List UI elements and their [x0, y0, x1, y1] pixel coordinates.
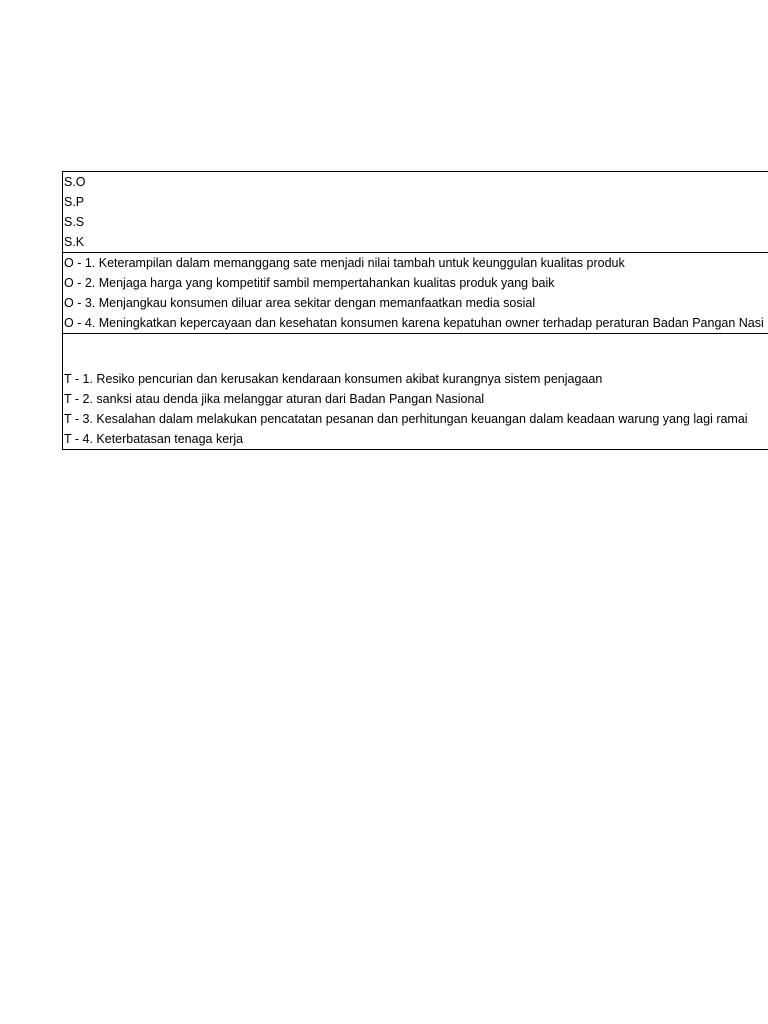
strength-row: S.P	[64, 195, 85, 209]
opportunity-row: O - 2. Menjaga harga yang kompetitif sambil mempertahankan kualitas produk yang baik	[64, 276, 555, 290]
threat-row: T - 2. sanksi atau denda jika melanggar aturan dari Badan Pangan Nasional	[64, 392, 485, 406]
empty-row	[63, 334, 768, 369]
threat-row: T - 4. Keterbatasan tenaga kerja	[64, 432, 244, 446]
strengths-block	[63, 172, 768, 253]
strength-row: S.K	[64, 235, 85, 249]
opportunity-row: O - 3. Menjangkau konsumen diluar area sekitar dengan memanfaatkan media sosial	[64, 296, 536, 310]
threat-row: T - 3. Kesalahan dalam melakukan pencatatan pesanan dan perhitungan keuangan dalam keadaan warung yang lagi ramai	[64, 412, 748, 426]
strength-row: S.S	[64, 215, 85, 229]
threats-block	[63, 334, 768, 449]
threat-row: T - 1. Resiko pencurian dan kerusakan kendaraan konsumen akibat kurangnya sistem penjagaan	[64, 372, 603, 386]
swot-table	[62, 171, 768, 450]
opportunities-block	[63, 253, 768, 334]
opportunity-row: O - 4. Meningkatkan kepercayaan dan kesehatan konsumen karena kepatuhan owner terhadap peraturan Badan Pangan Nasi	[64, 316, 764, 330]
strength-row: S.O	[64, 175, 86, 189]
opportunity-row: O - 1. Keterampilan dalam memanggang sate menjadi nilai tambah untuk keunggulan kualitas produk	[64, 256, 625, 270]
